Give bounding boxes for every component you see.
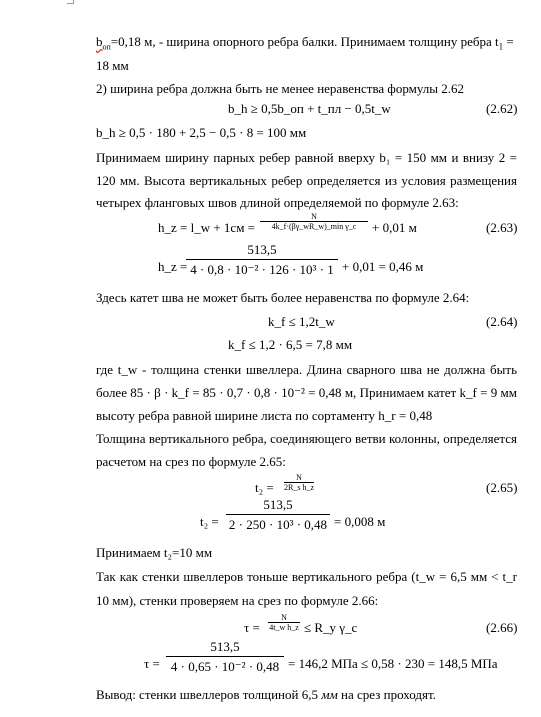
fraction-denominator: 4 · 0,8 · 10⁻² · 126 · 10³ · 1 [190, 262, 334, 277]
calculation-2-64: k_f ≤ 1,2 · 6,5 = 7,8 мм [228, 337, 353, 352]
calculation-2-65-rhs: = 0,008 м [334, 514, 386, 529]
formula-2-65-lhs: t₂ = [255, 480, 274, 495]
paragraph-7: Принимаем t₂=10 мм [96, 545, 213, 560]
formula-2-66-lhs: τ = [244, 620, 260, 635]
paragraph-4: Здесь катет шва не может быть более неравенства по формуле 2.64: [96, 290, 470, 305]
calculation-2-65-lhs: t₂ = [200, 514, 219, 529]
fraction-denominator: 4 · 0,65 · 10⁻² · 0,48 [170, 659, 280, 674]
fraction-numerator: N [281, 613, 287, 622]
equation-number-2-62: (2.62) [486, 101, 518, 116]
equation-number-2-64: (2.64) [486, 314, 518, 329]
equation-number-2-65: (2.65) [486, 480, 518, 495]
paragraph-5-line-3: высоту ребра равной ширине листа по сортаменту h_r = 0,48 [96, 408, 433, 423]
equation-number-2-66: (2.66) [486, 620, 518, 635]
calculation-2-66-fraction [166, 640, 284, 673]
calculation-2-65-fraction [226, 498, 330, 531]
paragraph-8-line-1: Так как стенки швеллеров тоньше вертикального ребра (t_w = 6,5 мм < t_r [96, 569, 517, 584]
formula-2-66-rhs: ≤ R_y γ_c [304, 620, 358, 635]
paragraph-6-line-2: расчетом на срез по формуле 2.65: [96, 454, 286, 469]
calculation-2-63-lhs: h_z = [158, 259, 188, 274]
paragraph-3-line-3: четырех фланговых швов длиной определяемой по формуле 2.63: [96, 195, 459, 210]
formula-2-63-lhs: h_z = l_w + 1см = [158, 220, 256, 235]
paragraph-3-line-1: Принимаем ширину парных ребер равной вверху b₁ = 150 мм и внизу 2 = [96, 150, 517, 165]
paragraph-8-line-2: 10 мм), стенки проверяем на срез по формуле 2.66: [96, 593, 379, 608]
fraction-numerator: N [296, 473, 302, 482]
calculation-2-66-lhs: τ = [144, 656, 160, 671]
fraction-numerator: 513,5 [247, 242, 277, 257]
formula-2-62: b_h ≥ 0,5b_оп + t_пл − 0,5t_w [228, 101, 391, 116]
equation-number-2-63: (2.63) [486, 220, 518, 235]
paragraph-2: 2) ширина ребра должна быть не менее неравенства формулы 2.62 [96, 81, 465, 96]
formula-2-65-fraction [284, 473, 314, 492]
fraction-numerator: N [311, 212, 317, 221]
fraction-denominator: 2 · 250 · 10³ · 0,48 [228, 517, 328, 532]
paragraph-6-line-1: Толщина вертикального ребра, соединяющего ветви колонны, определяется [96, 431, 517, 446]
fraction-denominator: 4t_w h_z [269, 623, 299, 632]
fraction-numerator: 513,5 [210, 639, 240, 654]
formula-2-66-fraction [268, 613, 300, 632]
formula-2-63-rhs: + 0,01 м [372, 220, 417, 235]
paragraph-5-line-1: где t_w - толщина стенки швеллера. Длина сварного шва не должна быть [96, 362, 517, 377]
fraction-bar [166, 656, 284, 657]
fraction-bar [186, 259, 338, 260]
paragraph-3-line-2: 120 мм. Высота вертикальных ребер определяется из условия размещения [96, 173, 517, 188]
fraction-bar [226, 514, 330, 515]
page-corner-mark [67, 0, 74, 4]
calculation-2-63-rhs: + 0,01 = 0,46 м [342, 259, 424, 274]
formula-2-64: k_f ≤ 1,2t_w [268, 314, 335, 329]
calculation-2-66-rhs: = 146,2 МПа ≤ 0,58 · 230 = 148,5 МПа [288, 656, 498, 671]
fraction-denominator: 4k_f·(βγ_wR_w)_min γ_c [271, 222, 357, 231]
paragraph-1-line-2: 18 мм [96, 58, 129, 73]
fraction-numerator: 513,5 [263, 497, 293, 512]
formula-2-63-fraction [260, 212, 368, 231]
fraction-denominator: 2R_s h_z [284, 483, 314, 492]
b-op-symbol: $b_{оп}$ [96, 34, 111, 52]
paragraph-9-conclusion: Вывод: стенки швеллеров толщиной 6,5 мм на срез проходят. [96, 687, 436, 702]
paragraph-5-line-2: более 85 · β · k_f = 85 · 0,7 · 0,8 · 10⁻² = 0,48 м, Принимаем катет k_f = 9 мм [96, 385, 517, 400]
calculation-2-63-fraction [186, 243, 338, 276]
calculation-2-62: b_h ≥ 0,5 · 180 + 2,5 − 0,5 · 8 = 100 мм [96, 125, 307, 140]
paragraph-1-line-1: $b_{оп}=0,18$ м, - ширина опорного ребра балки. Принимаем толщину ребра $t_1$ = [96, 34, 514, 52]
